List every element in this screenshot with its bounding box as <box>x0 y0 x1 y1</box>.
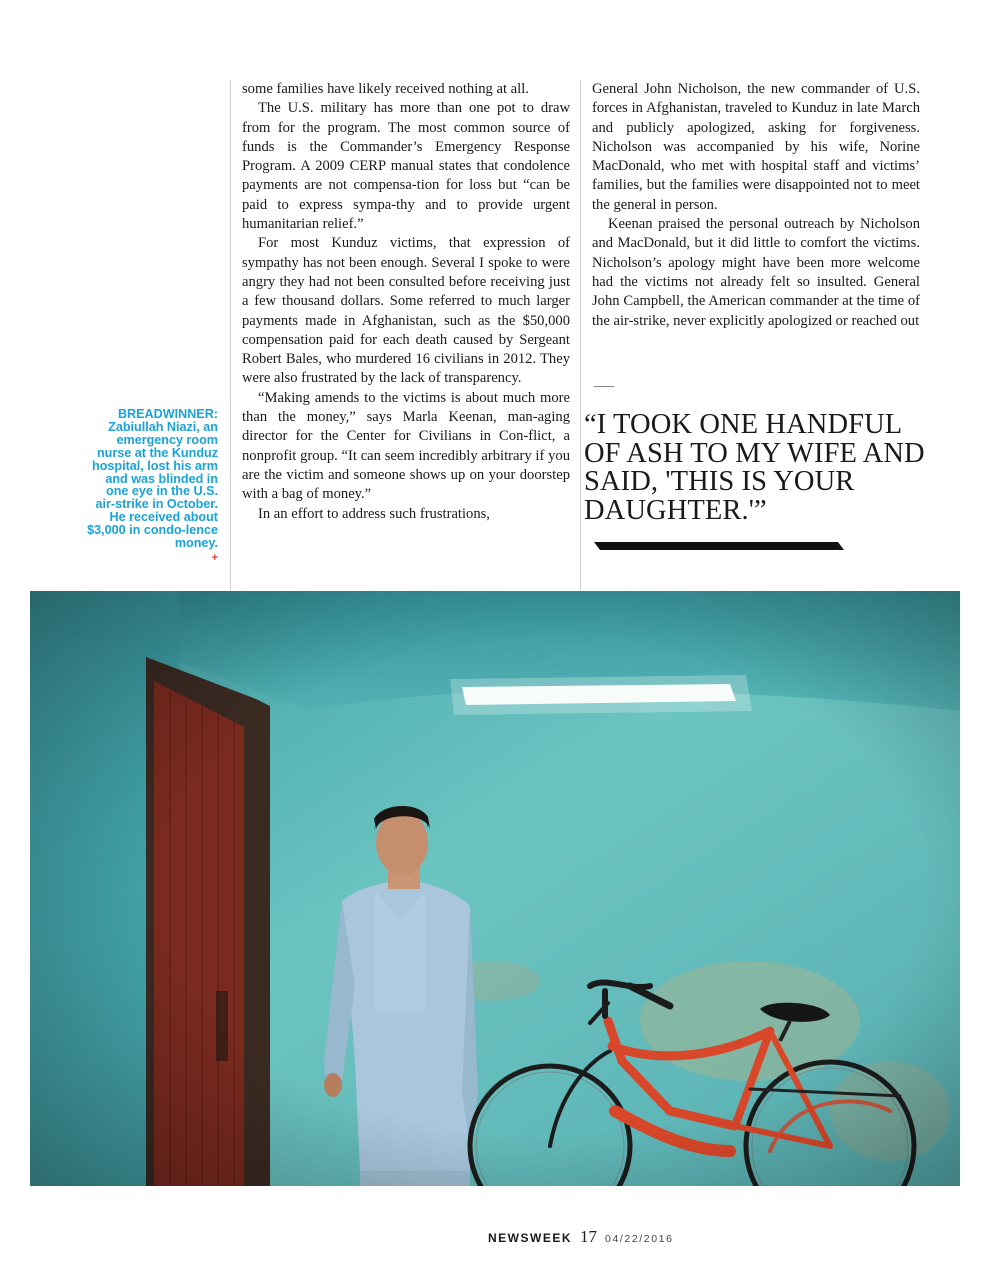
page-footer <box>488 1227 674 1247</box>
caption-text: Zabiullah Niazi, an emergency room nurse at the Kunduz hospital, lost his arm and was blinded in one eye in the U.S. air-strike in October. He received about $3,000 in condo-lence money. <box>87 419 218 551</box>
paragraph: General John Nicholson, the new commander of U.S. forces in Afghanistan, traveled to Kunduz in late March and publicly apologized, asking for forgiveness. Nicholson was accompanied by his wife, Norine MacDonald, who met with hospital staff and victims’ families, but the families were disappointed not to meet the general in person. <box>592 81 920 213</box>
article-column-1 <box>242 80 570 524</box>
article-column-2 <box>592 80 920 331</box>
issue-date: 04/22/2016 <box>605 1233 674 1245</box>
photo-man-with-bicycle <box>30 591 960 1186</box>
caption-plus-mark: + <box>211 551 218 564</box>
paragraph: “Making amends to the victims is about much more than the money,” says Marla Keenan, man-aging director for the Center for Civilians in Con-flict, a nonprofit group. “It can seem incredibly arbitrary if you are the victim and someone shows up on your doorstep with a bag of money.” <box>242 389 570 503</box>
caption-lead: BREADWINNER: <box>117 407 218 421</box>
paragraph: Keenan praised the personal outreach by Nicholson and MacDonald, but it did little to comfort the victims. Nicholson’s apology might have been more welcome had the victims not already felt so insulted. General John Campbell, the American commander at the time of the air-strike, never explicitly apologized or reached out <box>592 216 920 329</box>
column-rule-left <box>230 80 231 590</box>
paragraph: The U.S. military has more than one pot to draw from for the program. The most common source of funds is the Commander’s Emergency Response Program. A 2009 CERP manual states that condolence payments are not compensa-tion for loss but “can be paid to express sympa-thy and to provide urgent humanitarian relief.” <box>242 100 570 233</box>
pull-quote-bar <box>594 542 844 550</box>
pull-quote: “I TOOK ONE HANDFUL OF ASH TO MY WIFE AND SAID, 'THIS IS YOUR DAUGHTER.'” <box>584 409 925 526</box>
paragraph: For most Kunduz victims, that expression of sympathy has not been enough. Several I spoke to were angry they had not been consulted before receiving just a few thousand dollars. Some referred to much larger payments made in Afghanistan, such as the $50,000 compensation paid for each death caused by Sergeant Robert Bales, who murdered 16 civilians in 2012. They were also frustrated by the lack of transparency. <box>242 235 570 387</box>
paragraph: In an effort to address such frustrations, <box>258 505 490 522</box>
photo-caption <box>84 408 218 565</box>
column-rule-middle <box>580 80 581 590</box>
paragraph: some families have likely received nothing at all. <box>242 81 529 97</box>
pull-quote-dash <box>594 386 614 387</box>
page-number: 17 <box>580 1227 597 1246</box>
footer-brand: NEWSWEEK <box>488 1231 572 1245</box>
